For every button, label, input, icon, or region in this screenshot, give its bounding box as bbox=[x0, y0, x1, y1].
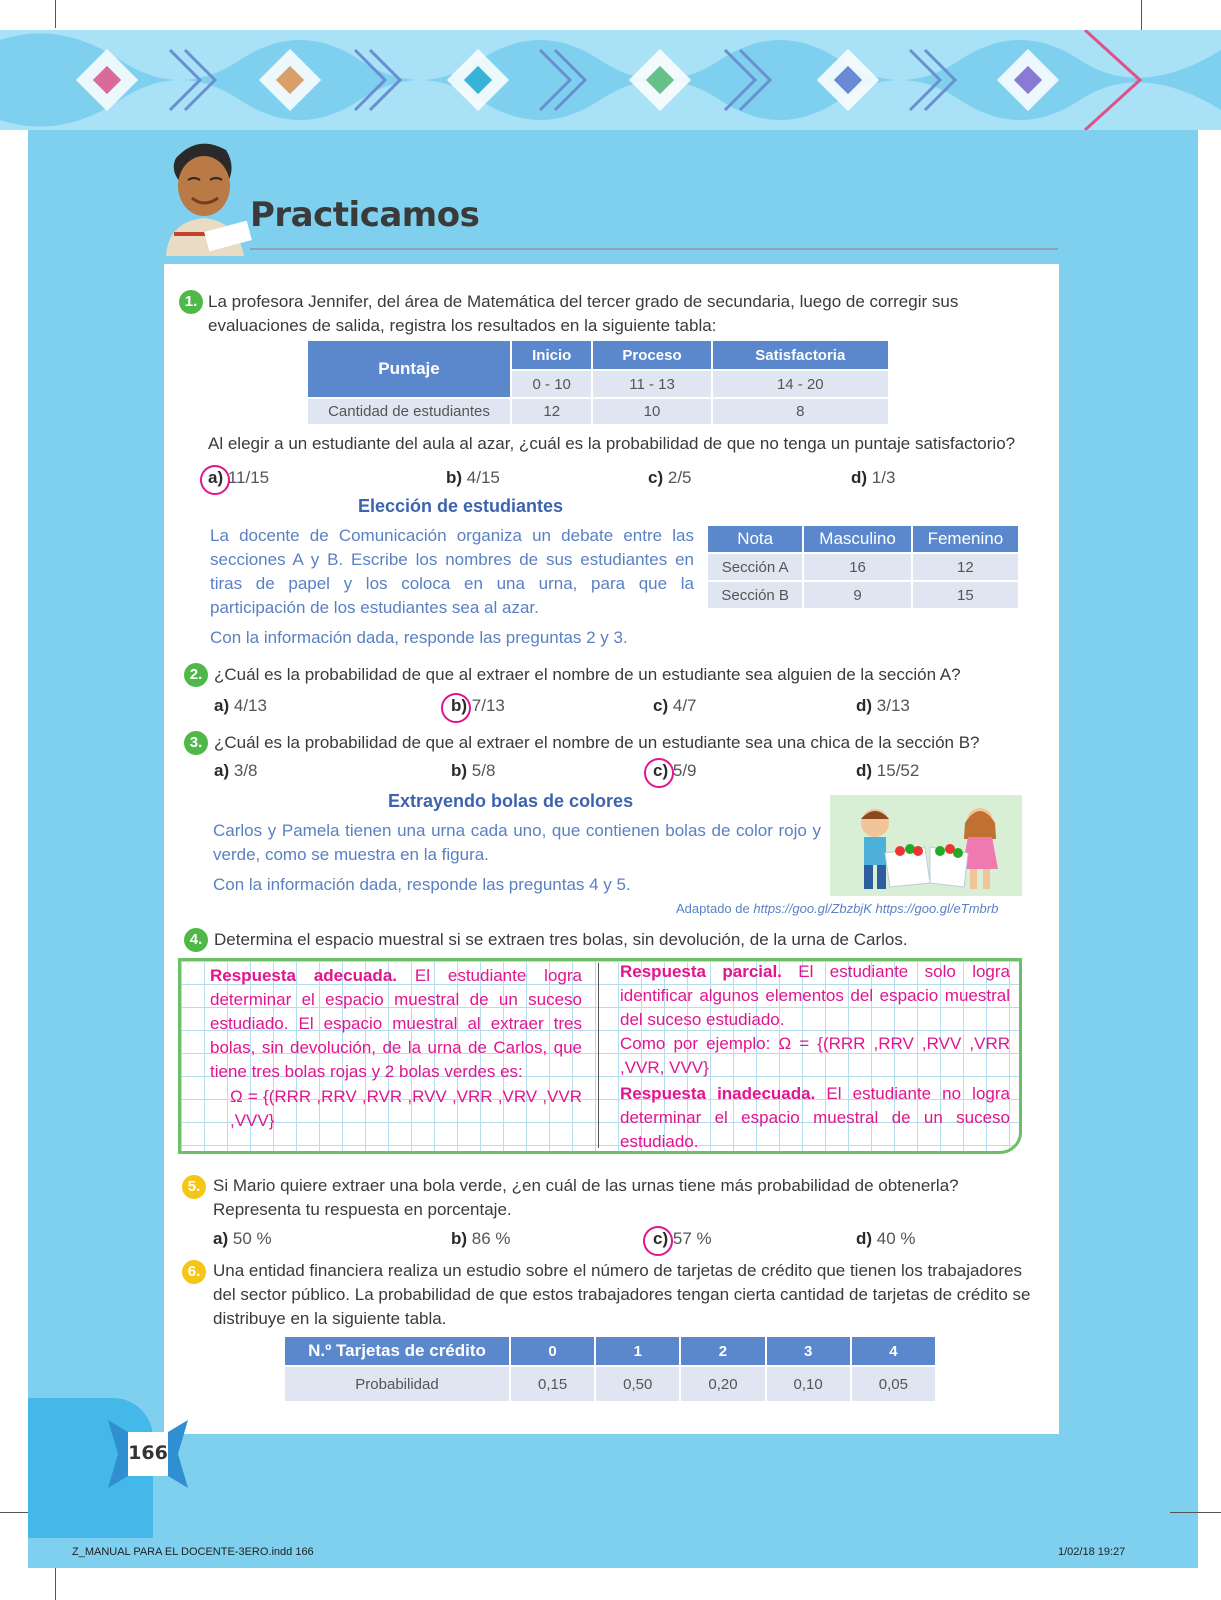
option-a[interactable]: a) 50 % bbox=[213, 1229, 272, 1248]
question-5-text: Si Mario quiere extraer una bola verde, ¿en cuál de las urnas tiene más probabilidad de obtenerla? Representa tu respuesta en porcentaje. bbox=[213, 1176, 959, 1219]
question-1-text: La profesora Jennifer, del área de Matemática del tercer grado de secundaria, luego de corregir sus evaluaciones de salida, registra los resultados en la siguiente tabla: bbox=[208, 292, 959, 335]
context-title: Elección de estudiantes bbox=[358, 496, 564, 516]
question-4-text: Determina el espacio muestral si se extraen tres bolas, sin devolución, de la urna de Carlos. bbox=[214, 930, 908, 949]
question-number-badge: 3. bbox=[184, 731, 208, 755]
option-b[interactable]: b) 7/13 bbox=[451, 696, 505, 715]
table-row-label: Probabilidad bbox=[284, 1366, 510, 1402]
table-cell: 0,20 bbox=[680, 1366, 765, 1402]
question-number-badge: 2. bbox=[184, 663, 208, 687]
context-text: Carlos y Pamela tienen una urna cada uno, que contienen bolas de color rojo y verde, como se muestra en la figura. bbox=[213, 821, 821, 864]
partial-example: Como por ejemplo: Ω = {(RRR ,RRV ,RVV ,VRR ,VVR, VVV} bbox=[620, 1034, 1010, 1077]
decorative-banner bbox=[0, 30, 1221, 130]
table-column-header: Nota bbox=[707, 525, 803, 553]
table-cell: 16 bbox=[803, 553, 911, 581]
table-cell: 15 bbox=[912, 581, 1019, 609]
table-column-header: 3 bbox=[766, 1336, 851, 1366]
table-column-header: Inicio bbox=[511, 340, 592, 370]
option-c[interactable]: c) 57 % bbox=[653, 1229, 712, 1248]
credit-links[interactable]: https://goo.gl/ZbzbjK https://goo.gl/eTmbrb bbox=[753, 901, 999, 916]
table-cell: 11 - 13 bbox=[592, 370, 711, 398]
question-number-badge: 6. bbox=[182, 1260, 206, 1284]
footer-filename: Z_MANUAL PARA EL DOCENTE-3ERO.indd 166 bbox=[72, 1546, 314, 1558]
question-2-text: ¿Cuál es la probabilidad de que al extraer el nombre de un estudiante sea alguien de la sección A? bbox=[214, 665, 961, 684]
option-c[interactable]: c) 4/7 bbox=[653, 696, 697, 715]
context-instruction: Con la información dada, responde las preguntas 2 y 3. bbox=[210, 628, 628, 647]
crop-mark bbox=[0, 1512, 28, 1513]
question-1-prompt: Al elegir a un estudiante del aula al azar, ¿cuál es la probabilidad de que no tenga un puntaje satisfactorio? bbox=[208, 434, 1016, 453]
table-column-header: 0 bbox=[510, 1336, 595, 1366]
adequate-answer: Respuesta adecuada. El estudiante logra determinar el espacio muestral de un suceso estudiado. El espacio muestral al extraer tres bolas, sin devolución, de la urna de Carlos, que tiene tres bolas rojas y 2 bolas verdes es: bbox=[210, 966, 582, 1081]
option-b[interactable]: b) 86 % bbox=[451, 1229, 511, 1248]
table-cell: 10 bbox=[592, 398, 711, 425]
question-3-text: ¿Cuál es la probabilidad de que al extraer el nombre de un estudiante sea una chica de la sección B? bbox=[214, 733, 980, 752]
footer-date: 1/02/18 19:27 bbox=[1058, 1546, 1126, 1558]
credit-cards-table bbox=[283, 1335, 937, 1403]
table-cell: 0 - 10 bbox=[511, 370, 592, 398]
table-cell: 9 bbox=[803, 581, 911, 609]
page-title: Practicamos bbox=[250, 195, 480, 235]
table-cell: 14 - 20 bbox=[712, 370, 889, 398]
option-d[interactable]: d) 3/13 bbox=[856, 696, 910, 715]
sections-table bbox=[706, 524, 1020, 610]
image-credit: Adaptado de https://goo.gl/ZbzbjK https://goo.gl/eTmbrb bbox=[676, 901, 999, 916]
context-text: La docente de Comunicación organiza un debate entre las secciones A y B. Escribe los nombres de sus estudiantes en tiras de papel y los coloca en una urna, para que la participación de los estudiantes sea al azar. bbox=[210, 526, 694, 617]
page-number: 166 bbox=[128, 1442, 168, 1464]
question-number-badge: 4. bbox=[184, 928, 208, 952]
table-column-header: Proceso bbox=[592, 340, 711, 370]
option-d[interactable]: d) 40 % bbox=[856, 1229, 916, 1248]
context-instruction: Con la información dada, responde las preguntas 4 y 5. bbox=[213, 875, 631, 894]
option-a[interactable]: a) 4/13 bbox=[214, 696, 267, 715]
table-column-header: N.º Tarjetas de crédito bbox=[284, 1336, 510, 1366]
table-cell: 0,50 bbox=[595, 1366, 680, 1402]
option-a[interactable]: a) 3/8 bbox=[214, 761, 258, 780]
table-column-header: Satisfactoria bbox=[712, 340, 889, 370]
table-cell: 12 bbox=[511, 398, 592, 425]
crop-mark bbox=[55, 0, 56, 28]
table-cell: 12 bbox=[912, 553, 1019, 581]
question-6-text: Una entidad financiera realiza un estudio sobre el número de tarjetas de crédito que tienen los trabajadores del sector público. La probabilidad de que estos trabajadores tengan cierta cantidad de tarjetas de crédito se distribuye en la siguiente tabla. bbox=[213, 1261, 1031, 1328]
option-b[interactable]: b) 4/15 bbox=[446, 468, 500, 487]
option-a[interactable]: a) 11/15 bbox=[208, 468, 270, 487]
table-column-header: 1 bbox=[595, 1336, 680, 1366]
option-d[interactable]: d) 1/3 bbox=[851, 468, 896, 487]
table-column-header: Masculino bbox=[803, 525, 911, 553]
table-cell: 0,05 bbox=[851, 1366, 936, 1402]
table-column-header: 2 bbox=[680, 1336, 765, 1366]
table-row-label: Sección A bbox=[707, 553, 803, 581]
table-cell: 0,15 bbox=[510, 1366, 595, 1402]
option-b[interactable]: b) 5/8 bbox=[451, 761, 496, 780]
inadequate-answer: Respuesta inadecuada. El estudiante no logra determinar el espacio muestral de un suceso estudiado. bbox=[620, 1084, 1010, 1151]
option-c[interactable]: c) 5/9 bbox=[653, 761, 697, 780]
question-number-badge: 1. bbox=[179, 290, 203, 314]
crop-mark bbox=[1170, 1512, 1221, 1513]
option-c[interactable]: c) 2/5 bbox=[648, 468, 692, 487]
crop-mark bbox=[55, 1568, 56, 1600]
title-divider bbox=[250, 248, 1058, 250]
children-with-urns-illustration bbox=[830, 795, 1022, 896]
table-row-header: Puntaje bbox=[307, 340, 511, 398]
option-d[interactable]: d) 15/52 bbox=[856, 761, 920, 780]
teacher-character-illustration bbox=[158, 136, 258, 256]
rubric-divider bbox=[598, 963, 599, 1148]
table-row-label: Cantidad de estudiantes bbox=[307, 398, 511, 425]
context-title: Extrayendo bolas de colores bbox=[388, 791, 634, 811]
table-cell: 0,10 bbox=[766, 1366, 851, 1402]
table-row-label: Sección B bbox=[707, 581, 803, 609]
question-number-badge: 5. bbox=[182, 1175, 206, 1199]
scores-table bbox=[306, 339, 890, 426]
table-cell: 8 bbox=[712, 398, 889, 425]
adequate-formula: Ω = {(RRR ,RRV ,RVR ,RVV ,VRR ,VRV ,VVR ,VVV} bbox=[230, 1087, 582, 1130]
table-column-header: Femenino bbox=[912, 525, 1019, 553]
partial-answer: Respuesta parcial. El estudiante solo logra identificar algunos elementos del espacio muestral del suceso estudiado. bbox=[620, 962, 1010, 1029]
table-column-header: 4 bbox=[851, 1336, 936, 1366]
